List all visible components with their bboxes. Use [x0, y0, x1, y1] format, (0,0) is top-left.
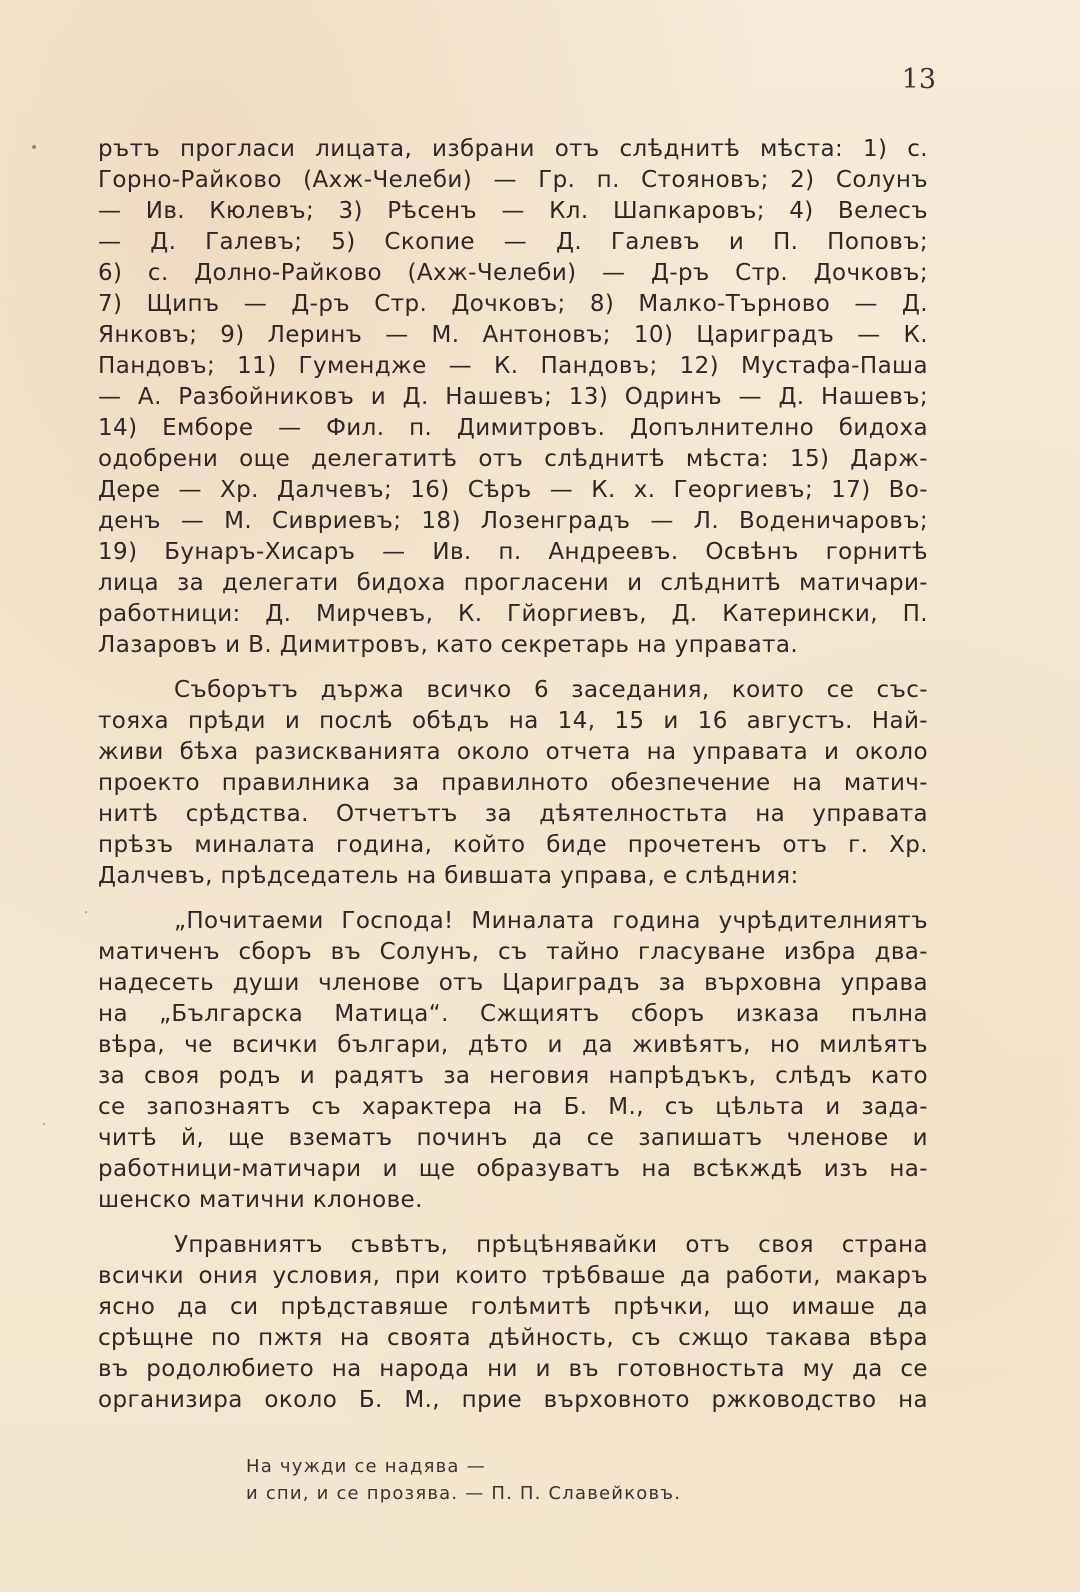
text-line: денъ — М. Сивриевъ; 18) Лозенградъ — Л. Воденичаровъ;	[98, 508, 928, 534]
text-line: 14) Емборе — Фил. п. Димитровъ. Допълнително бидоха	[98, 415, 928, 441]
text-line: на „Българска Матица“. Сжщиятъ сборъ изказа пълна	[98, 1001, 928, 1027]
text-line: 6) с. Долно-Райково (Ахж-Челеби) — Д-ръ Стр. Дочковъ;	[98, 260, 928, 286]
text-line: шенско матични клонове.	[98, 1187, 423, 1213]
text-line: читѣ й, ще взематъ починъ да се запишатъ членове и	[98, 1125, 928, 1151]
text-line: всички ония условия, при които трѣбваше да работи, макаръ	[98, 1263, 928, 1289]
text-line: 19) Бунаръ-Хисаръ — Ив. п. Андреевъ. Освѣнъ горнитѣ	[98, 539, 928, 565]
text-line: за своя родъ и радятъ за неговия напрѣдъкъ, слѣдъ като	[98, 1063, 928, 1089]
margin-speck: ·	[42, 1117, 47, 1133]
text-line: Далчевъ, прѣдседатель на бившата управа, е слѣдния:	[98, 863, 799, 889]
epigraph	[246, 1453, 806, 1507]
text-line: проекто правилника за правилното обезпечение на матич-	[98, 770, 928, 796]
text-line: Лазаровъ и В. Димитровъ, като секретарь на управата.	[98, 632, 799, 658]
text-line: Съборътъ държа всичко 6 заседания, които се със-	[174, 677, 928, 703]
text-line: Пандовъ; 11) Гумендже — К. Пандовъ; 12) Мустафа-Паша	[98, 353, 928, 379]
text-line: ясно да си прѣдставяше голѣмитѣ прѣчки, що имаше да	[98, 1294, 928, 1320]
text-line: срѣщне по пжтя на своята дѣйность, съ сжщо такава вѣра	[98, 1325, 928, 1351]
text-line: тояха прѣди и послѣ обѣдъ на 14, 15 и 16 августъ. Най-	[98, 708, 928, 734]
text-line: — Ив. Кюлевъ; 3) Рѣсенъ — Кл. Шапкаровъ; 4) Велесъ	[98, 198, 928, 224]
text-line: — Д. Галевъ; 5) Скопие — Д. Галевъ и П. Поповъ;	[98, 229, 928, 255]
text-line: Управниятъ съвѣтъ, прѣцѣнявайки отъ своя страна	[174, 1232, 928, 1258]
text-line: Дере — Хр. Далчевъ; 16) Сѣръ — К. х. Георгиевъ; 17) Во-	[98, 477, 928, 503]
text-line: въ родолюбието на народа ни и въ готовностьта му да се	[98, 1356, 928, 1382]
body-text	[98, 134, 928, 1416]
text-line: нитѣ срѣдства. Отчетътъ за дѣятелностьта на управата	[98, 801, 928, 827]
text-line: организира около Б. М., прие върховното ржководство на	[98, 1387, 928, 1413]
text-line: живи бѣха разискванията около отчета на управата и около	[98, 739, 928, 765]
epigraph-line: и спи, и се прозява. — П. П. Славейковъ.	[246, 1483, 682, 1504]
text-line: вѣра, че всички българи, дѣто и да живѣятъ, но милѣятъ	[98, 1032, 928, 1058]
text-line: одобрени още делегатитѣ отъ слѣднитѣ мѣста: 15) Дарж-	[98, 446, 928, 472]
page-number: 13	[901, 64, 936, 95]
text-line: 7) Щипъ — Д-ръ Стр. Дочковъ; 8) Малко-Търново — Д.	[98, 291, 928, 317]
epigraph-line: На чужди се надява —	[246, 1456, 486, 1477]
text-line: надесеть души членове отъ Цариградъ за върховна управа	[98, 970, 928, 996]
margin-speck: ·	[84, 905, 89, 921]
text-line: матиченъ сборъ въ Солунъ, съ тайно гласуване избра два-	[98, 939, 928, 965]
text-line: се запознаятъ съ характера на Б. М., съ цѣльта и зада-	[98, 1094, 928, 1120]
text-line: работници-матичари и ще образуватъ на всѣкждѣ изъ на-	[98, 1156, 928, 1182]
text-line: лица за делегати бидоха прогласени и слѣднитѣ матичари-	[98, 570, 928, 596]
text-line: рътъ прогласи лицата, избрани отъ слѣднитѣ мѣста: 1) с.	[98, 136, 928, 162]
text-line: работници: Д. Мирчевъ, К. Гйоргиевъ, Д. Катерински, П.	[98, 601, 928, 627]
text-line: „Почитаеми Господа! Миналата година учрѣдителниятъ	[174, 908, 928, 934]
text-line: Горно-Райково (Ахж-Челеби) — Гр. п. Стояновъ; 2) Солунъ	[98, 167, 928, 193]
margin-speck: •	[30, 140, 39, 156]
text-line: Янковъ; 9) Леринъ — М. Антоновъ; 10) Цариградъ — К.	[98, 322, 928, 348]
text-line: прѣзъ миналата година, който биде прочетенъ отъ г. Хр.	[98, 832, 928, 858]
text-line: — А. Разбойниковъ и Д. Нашевъ; 13) Одринъ — Д. Нашевъ;	[98, 384, 928, 410]
